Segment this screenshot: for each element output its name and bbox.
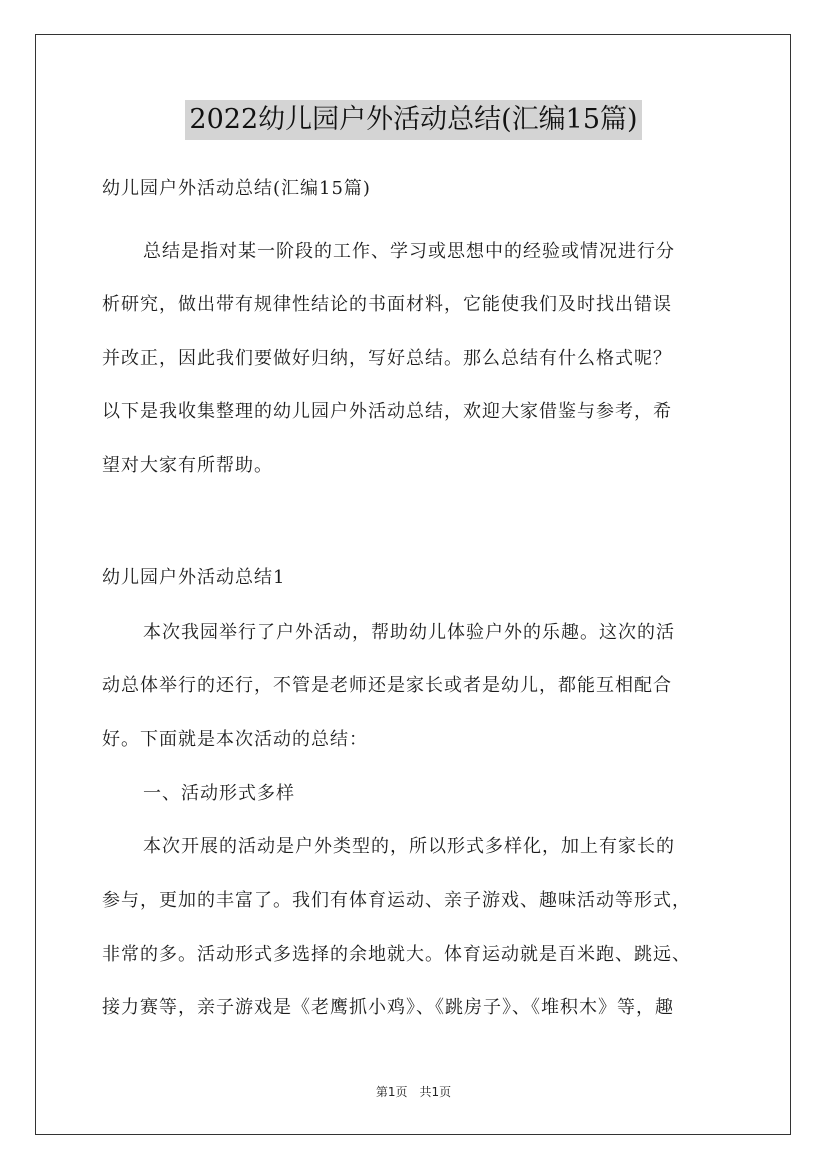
section-title: 幼儿园户外活动总结1 [102, 567, 286, 588]
intro-line: 并改正，因此我们要做好归纳，写好总结。那么总结有什么格式呢？ [102, 348, 672, 369]
intro-line: 总结是指对某一阶段的工作、学习或思想中的经验或情况进行分 [143, 241, 675, 262]
paragraph-line: 本次开展的活动是户外类型的，所以形式多样化，加上有家长的 [143, 836, 675, 857]
document-title: 2022幼儿园户外活动总结(汇编15篇) [185, 100, 641, 140]
section-heading: 一、活动形式多样 [143, 783, 295, 804]
page-total: 共1页 [419, 1085, 452, 1099]
paragraph-line: 接力赛等，亲子游戏是《老鹰抓小鸡》、《跳房子》、《堆积木》等，趣 [102, 997, 674, 1018]
intro-line: 析研究，做出带有规律性结论的书面材料，它能使我们及时找出错误 [102, 294, 672, 315]
page-footer [0, 1083, 827, 1100]
title-container [0, 100, 827, 140]
intro-line: 望对大家有所帮助。 [102, 455, 273, 476]
paragraph-line: 参与，更加的丰富了。我们有体育运动、亲子游戏、趣味活动等形式， [102, 890, 691, 911]
paragraph-line: 动总体举行的还行，不管是老师还是家长或者是幼儿，都能互相配合 [102, 675, 672, 696]
page-number: 第1页 [375, 1085, 408, 1099]
paragraph-line: 好。下面就是本次活动的总结： [102, 729, 368, 750]
document-subtitle: 幼儿园户外活动总结(汇编15篇) [102, 178, 371, 199]
paragraph-line: 非常的多。活动形式多选择的余地就大。体育运动就是百米跑、跳远、 [102, 944, 691, 965]
intro-line: 以下是我收集整理的幼儿园户外活动总结，欢迎大家借鉴与参考，希 [102, 401, 672, 422]
paragraph-line: 本次我园举行了户外活动，帮助幼儿体验户外的乐趣。这次的活 [143, 622, 675, 643]
